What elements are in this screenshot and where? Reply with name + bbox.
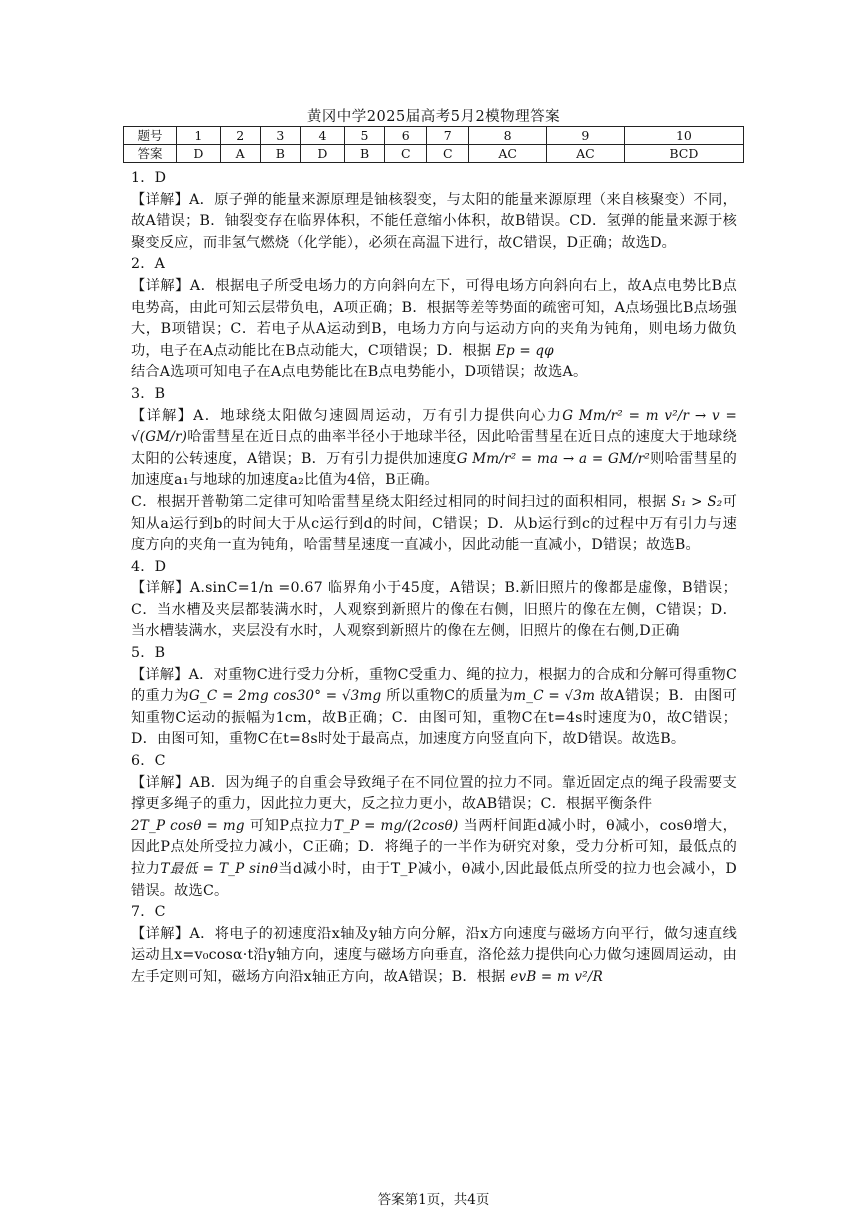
solution-text: 哈雷彗星在近日点的曲率半径小于地球半径，因此哈雷彗星在近日点的速度大于地球绕太阳的公转速度，A错误；B．万有引力提供加速度 <box>131 429 737 467</box>
question-number: 5．B <box>131 645 166 662</box>
solution-text: C．根据开普勒第二定律可知哈雷彗星绕太阳经过相同的时间扫过的面积相同，根据 <box>131 493 667 510</box>
solution-paragraph <box>131 665 737 751</box>
formula: G_C = 2mg cos30° = √3mg <box>189 688 382 705</box>
table-cell: 9 <box>547 127 625 145</box>
answer-table <box>123 126 744 163</box>
formula: evB = m v²/R <box>510 968 603 985</box>
formula: G Mm/r² = ma → a = GM/r² <box>456 450 650 467</box>
question-number: 4．D <box>131 558 167 575</box>
solution-paragraph <box>131 924 737 989</box>
table-cell: AC <box>469 145 547 163</box>
formula: T最低 = T_P sinθ <box>160 861 279 877</box>
table-cell: 5 <box>344 127 384 145</box>
table-cell: 7 <box>427 127 469 145</box>
table-cell: 3 <box>260 127 300 145</box>
table-cell: 8 <box>469 127 547 145</box>
question-number: 3．B <box>131 385 166 402</box>
solution-text: 【详解】A．对重物C进行受力分析，重物C受重力、绳的拉力，根据力的合成和分解可得重物C的重力为 <box>131 666 737 705</box>
solution-text: 【详解】A．将电子的初速度沿x轴及y轴方向分解，沿x方向速度与磁场方向平行，做匀速直线运动且x=v₀cosα·t沿y轴方向，速度与磁场方向垂直，洛伦兹力提供向心力做匀速圆周运动，由左手定则可知，磁场方向沿x轴正方向，故A错误；B．根据 <box>131 925 737 985</box>
table-cell: B <box>260 145 300 163</box>
formula: T_P = mg/(2cosθ) <box>333 817 459 834</box>
formula: S₁ > S₂ <box>671 493 723 510</box>
solution-text: 当两杆间距d减小时，θ减小，cosθ增大，因此P点处所受拉力减小，C正确；D．将绳子的一半作为研究对象，受力分析可知，最低点的拉力 <box>131 817 737 877</box>
table-cell: 6 <box>385 127 427 145</box>
table-row-answers <box>124 145 744 163</box>
table-cell: 10 <box>624 127 743 145</box>
page-title: 黄冈中学2025届高考5月2模物理答案 <box>306 109 561 125</box>
solutions-body <box>131 168 737 989</box>
solution-paragraph: 结合A选项可知电子在A点电势能比在B点电势能小，D项错误；故选A。 <box>131 364 588 381</box>
table-header-answer: 答案 <box>124 145 177 163</box>
table-cell: AC <box>547 145 625 163</box>
question-number: 1．D <box>131 170 167 186</box>
table-cell: D <box>177 145 221 163</box>
solution-paragraph: 【详解】A.sinC=1/n =0.67 临界角小于45度，A错误；B.新旧照片的像都是虚像，B错误；C．当水槽及夹层都装满水时，人观察到新照片的像在右侧，旧照片的像在左侧，C错误；D．当水槽装满水，夹层没有水时，人观察到新照片的像在左侧，旧照片的像在右侧,D正确 <box>131 580 737 640</box>
table-cell: 1 <box>177 127 221 145</box>
solution-paragraph <box>131 276 737 362</box>
table-cell: BCD <box>624 145 743 163</box>
solution-paragraph: 【详解】A．原子弹的能量来源原理是铀核裂变，与太阳的能量来源原理（来自核聚变）不同，故A错误；B．铀裂变存在临界体积，不能任意缩小体积，故B错误。CD．氢弹的能量来源于核聚变反应，而非氢气燃烧（化学能），必须在高温下进行，故C错误，D正确；故选D。 <box>131 191 737 251</box>
formula: G Mm/r² = m v²/r → v = √(GM/r) <box>131 407 737 446</box>
question-number: 2．A <box>131 256 166 273</box>
solution-text: 故A错误；B．由图可知重物C运动的振幅为1cm，故B正确；C．由图可知，重物C在t=4s时速度为0，故C错误；D．由图可知，重物C在t=8s时处于最高点，加速度方向竖直向下，故D错误。故选B。 <box>131 688 737 748</box>
table-row-numbers <box>124 127 744 145</box>
formula: 2T_P cosθ = mg <box>131 817 245 834</box>
formula: Ep = qφ <box>495 342 554 359</box>
solution-paragraph <box>131 492 737 557</box>
question-number: 7．C <box>131 904 166 921</box>
table-cell: A <box>220 145 260 163</box>
solution-text: 当d减小时，由于T_P减小，θ减小,因此最低点所受的拉力也会减小，D错误。故选C。 <box>131 861 737 899</box>
solution-text: 所以重物C的质量为 <box>386 688 514 705</box>
formula: m_C = √3m <box>513 688 596 705</box>
table-cell: 2 <box>220 127 260 145</box>
table-cell: D <box>301 145 345 163</box>
table-header-number: 题号 <box>124 127 177 145</box>
solution-text: 【详解】A．根据电子所受电场力的方向斜向左下，可得电场方向斜向右上，故A点电势比B点电势高，由此可知云层带负电，A项正确；B．根据等差等势面的疏密可知，A点场强比B点场强大，B项错误；C．若电子从A运动到B，电场力方向与运动方向的夹角为钝角，则电场力做负功，电子在A点动能比在B点动能大，C项错误；D．根据 <box>131 277 737 359</box>
page-footer: 答案第1页，共4页 <box>377 1192 490 1208</box>
question-number: 6．C <box>131 753 166 770</box>
table-cell: C <box>427 145 469 163</box>
table-cell: B <box>344 145 384 163</box>
solution-text: 则哈雷彗星的加速度a₁与地球的加速度a₂比值为4倍，B正确。 <box>131 450 738 489</box>
solution-paragraph: 【详解】AB．因为绳子的自重会导致绳子在不同位置的拉力不同。靠近固定点的绳子段需要支撑更多绳子的重力，因此拉力更大，反之拉力更小，故AB错误；C．根据平衡条件 <box>131 774 737 813</box>
table-cell: C <box>385 145 427 163</box>
solution-text: 【详解】A．地球绕太阳做匀速圆周运动，万有引力提供向心力 <box>131 407 563 424</box>
table-cell: 4 <box>301 127 345 145</box>
solution-paragraph <box>131 406 737 492</box>
solution-text: 可知P点拉力 <box>249 817 334 834</box>
solution-paragraph <box>131 816 737 902</box>
solution-text: 可知从a运行到b的时间大于从c运行到d的时间，C错误；D．从b运行到c的过程中万有引力与速度方向的夹角一直为钝角，哈雷彗星速度一直减小，因此动能一直减小，D错误；故选B。 <box>131 493 737 554</box>
